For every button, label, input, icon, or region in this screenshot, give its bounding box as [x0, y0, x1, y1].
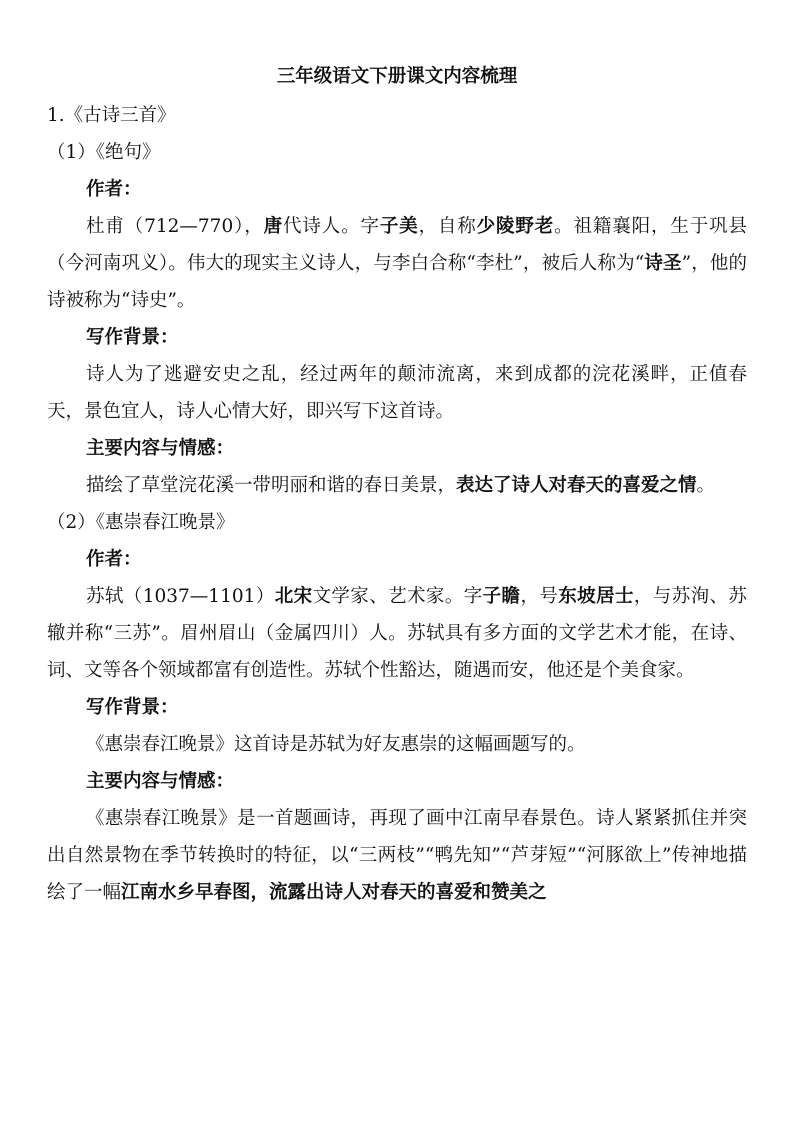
author-paragraph — [47, 578, 747, 689]
text-run: ，号 — [520, 586, 559, 607]
text-run: 杜甫（712—770）， — [86, 216, 264, 237]
bold-text: 江南水乡早春图，流露出诗人对春天的喜爱和赞美之 — [121, 882, 547, 903]
bold-text: 子美 — [379, 216, 419, 237]
author-paragraph — [47, 208, 747, 319]
poem-heading-jueju: （1）《绝句》 — [47, 142, 161, 163]
content-paragraph — [47, 800, 747, 911]
text-run: ，与苏洵、苏辙并称“三苏”。眉州眉山（金属四川）人。苏轼具有多方面的文学艺术才能，在诗、词、文等各个领域都富有创造性。苏轼个性豁达，随遇而安，他还是个美食家。 — [47, 586, 747, 681]
text-run: 。祖籍襄阳，生于巩县（今河南巩义）。伟大的现实主义诗人，与李白合称“李杜”，被后人称为“ — [47, 216, 747, 274]
section-heading: 1.《古诗三首》 — [47, 105, 176, 126]
document-title: 三年级语文下册课文内容梳理 — [276, 66, 518, 87]
text-run: 描绘了草堂浣花溪一带明丽和谐的春日美景， — [86, 475, 457, 496]
author-label: 作者： — [86, 549, 142, 570]
text-run: ，自称 — [418, 216, 477, 237]
background-label: 写作背景： — [86, 327, 179, 348]
content-paragraph — [47, 467, 747, 504]
bold-text: 表达了诗人对春天的喜爱之情 — [456, 475, 697, 496]
bold-text: 唐 — [263, 216, 283, 237]
author-label: 作者： — [86, 179, 142, 200]
bold-text: 东坡居士 — [558, 586, 634, 607]
background-label: 写作背景： — [86, 697, 179, 718]
bold-text: 北宋 — [274, 586, 313, 607]
background-paragraph: 《惠崇春江晚景》这首诗是苏轼为好友惠崇的这幅画题写的。 — [86, 734, 586, 755]
text-run: 文学家、艺术家。字 — [312, 586, 483, 607]
content-label: 主要内容与情感： — [86, 438, 235, 459]
text-run: 《惠崇春江晚景》是一首题画诗，再现了画中江南早春景色。诗人紧紧抓住并突出自然景物在季节转换时的特征，以“三两枝”“鸭先知”“芦芽短”“河豚欲上”传神地描绘了一幅 — [47, 808, 747, 903]
text-run: 代诗人。字 — [282, 216, 380, 237]
bold-text: 诗圣 — [644, 253, 682, 274]
bold-text: 少陵野老 — [476, 216, 555, 237]
content-label: 主要内容与情感： — [86, 771, 235, 792]
text-run: 。 — [696, 475, 716, 496]
text-run: ”，他的诗被称为“诗史”。 — [47, 253, 747, 311]
background-paragraph: 诗人为了逃避安史之乱，经过两年的颠沛流离，来到成都的浣花溪畔，正值春天，景色宜人，诗人心情大好，即兴写下这首诗。 — [47, 364, 747, 422]
bold-text: 子瞻 — [482, 586, 521, 607]
poem-heading-huichong: （2）《惠崇春江晚景》 — [47, 512, 235, 533]
text-run: 苏轼（1037—1101） — [86, 586, 275, 607]
